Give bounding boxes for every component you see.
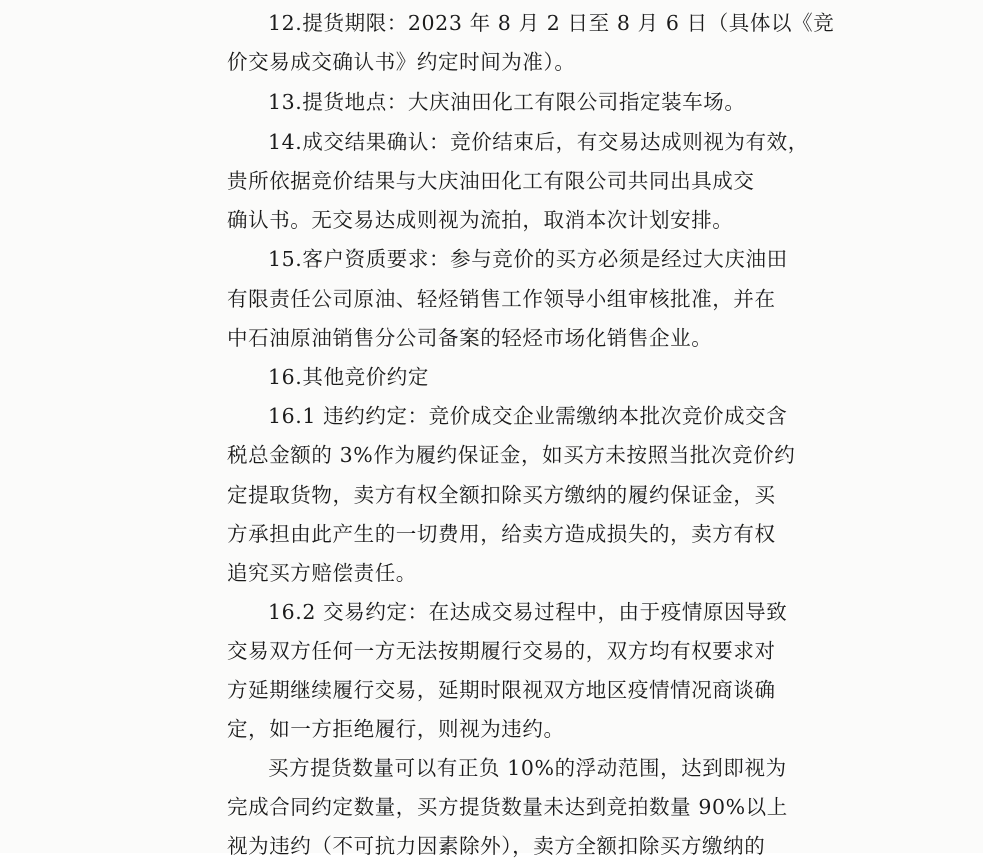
text-line-5: 贵所依据竞价结果与大庆油田化工有限公司共同出具成交 [227, 169, 755, 193]
text-line-6: 确认书。无交易达成则视为流拍，取消本次计划安排。 [227, 208, 734, 232]
text-line-9: 中石油原油销售分公司备案的轻烃市场化销售企业。 [227, 326, 713, 350]
text-line-16: 16.2 交易约定：在达成交易过程中，由于疫情原因导致 [268, 600, 788, 624]
text-line-8: 有限责任公司原油、轻烃销售工作领导小组审核批准，并在 [227, 287, 776, 311]
text-line-14: 方承担由此产生的一切费用，给卖方造成损失的，卖方有权 [227, 522, 776, 546]
text-line-18: 方延期继续履行交易，延期时限视双方地区疫情情况商谈确 [227, 678, 776, 702]
text-line-3: 13.提货地点：大庆油田化工有限公司指定装车场。 [268, 90, 746, 114]
text-line-10: 16.其他竞价约定 [268, 365, 430, 389]
text-line-19: 定，如一方拒绝履行，则视为违约。 [227, 717, 565, 741]
text-line-12: 税总金额的 3%作为履约保证金，如买方未按照当批次竞价约 [227, 443, 796, 467]
text-line-1: 12.提货期限：2023 年 8 月 2 日至 8 月 6 日（具体以《竞 [268, 11, 835, 35]
text-line-17: 交易双方任何一方无法按期履行交易的，双方均有权要求对 [227, 639, 776, 663]
text-line-15: 追究买方赔偿责任。 [227, 561, 417, 585]
text-line-11: 16.1 违约约定：竞价成交企业需缴纳本批次竞价成交含 [268, 404, 788, 428]
text-line-4: 14.成交结果确认：竞价结束后，有交易达成则视为有效， [268, 130, 809, 154]
text-line-13: 定提取货物，卖方有权全额扣除买方缴纳的履约保证金，买 [227, 483, 776, 507]
text-line-22: 视为违约（不可抗力因素除外），卖方全额扣除买方缴纳的 [227, 834, 766, 858]
text-line-21: 完成合同约定数量，买方提货数量未达到竞拍数量 90%以上 [227, 795, 788, 819]
text-line-2: 价交易成交确认书》约定时间为准）。 [227, 50, 576, 74]
text-line-20: 买方提货数量可以有正负 10%的浮动范围，达到即视为 [268, 756, 787, 780]
text-line-7: 15.客户资质要求：参与竞价的买方必须是经过大庆油田 [268, 247, 788, 271]
